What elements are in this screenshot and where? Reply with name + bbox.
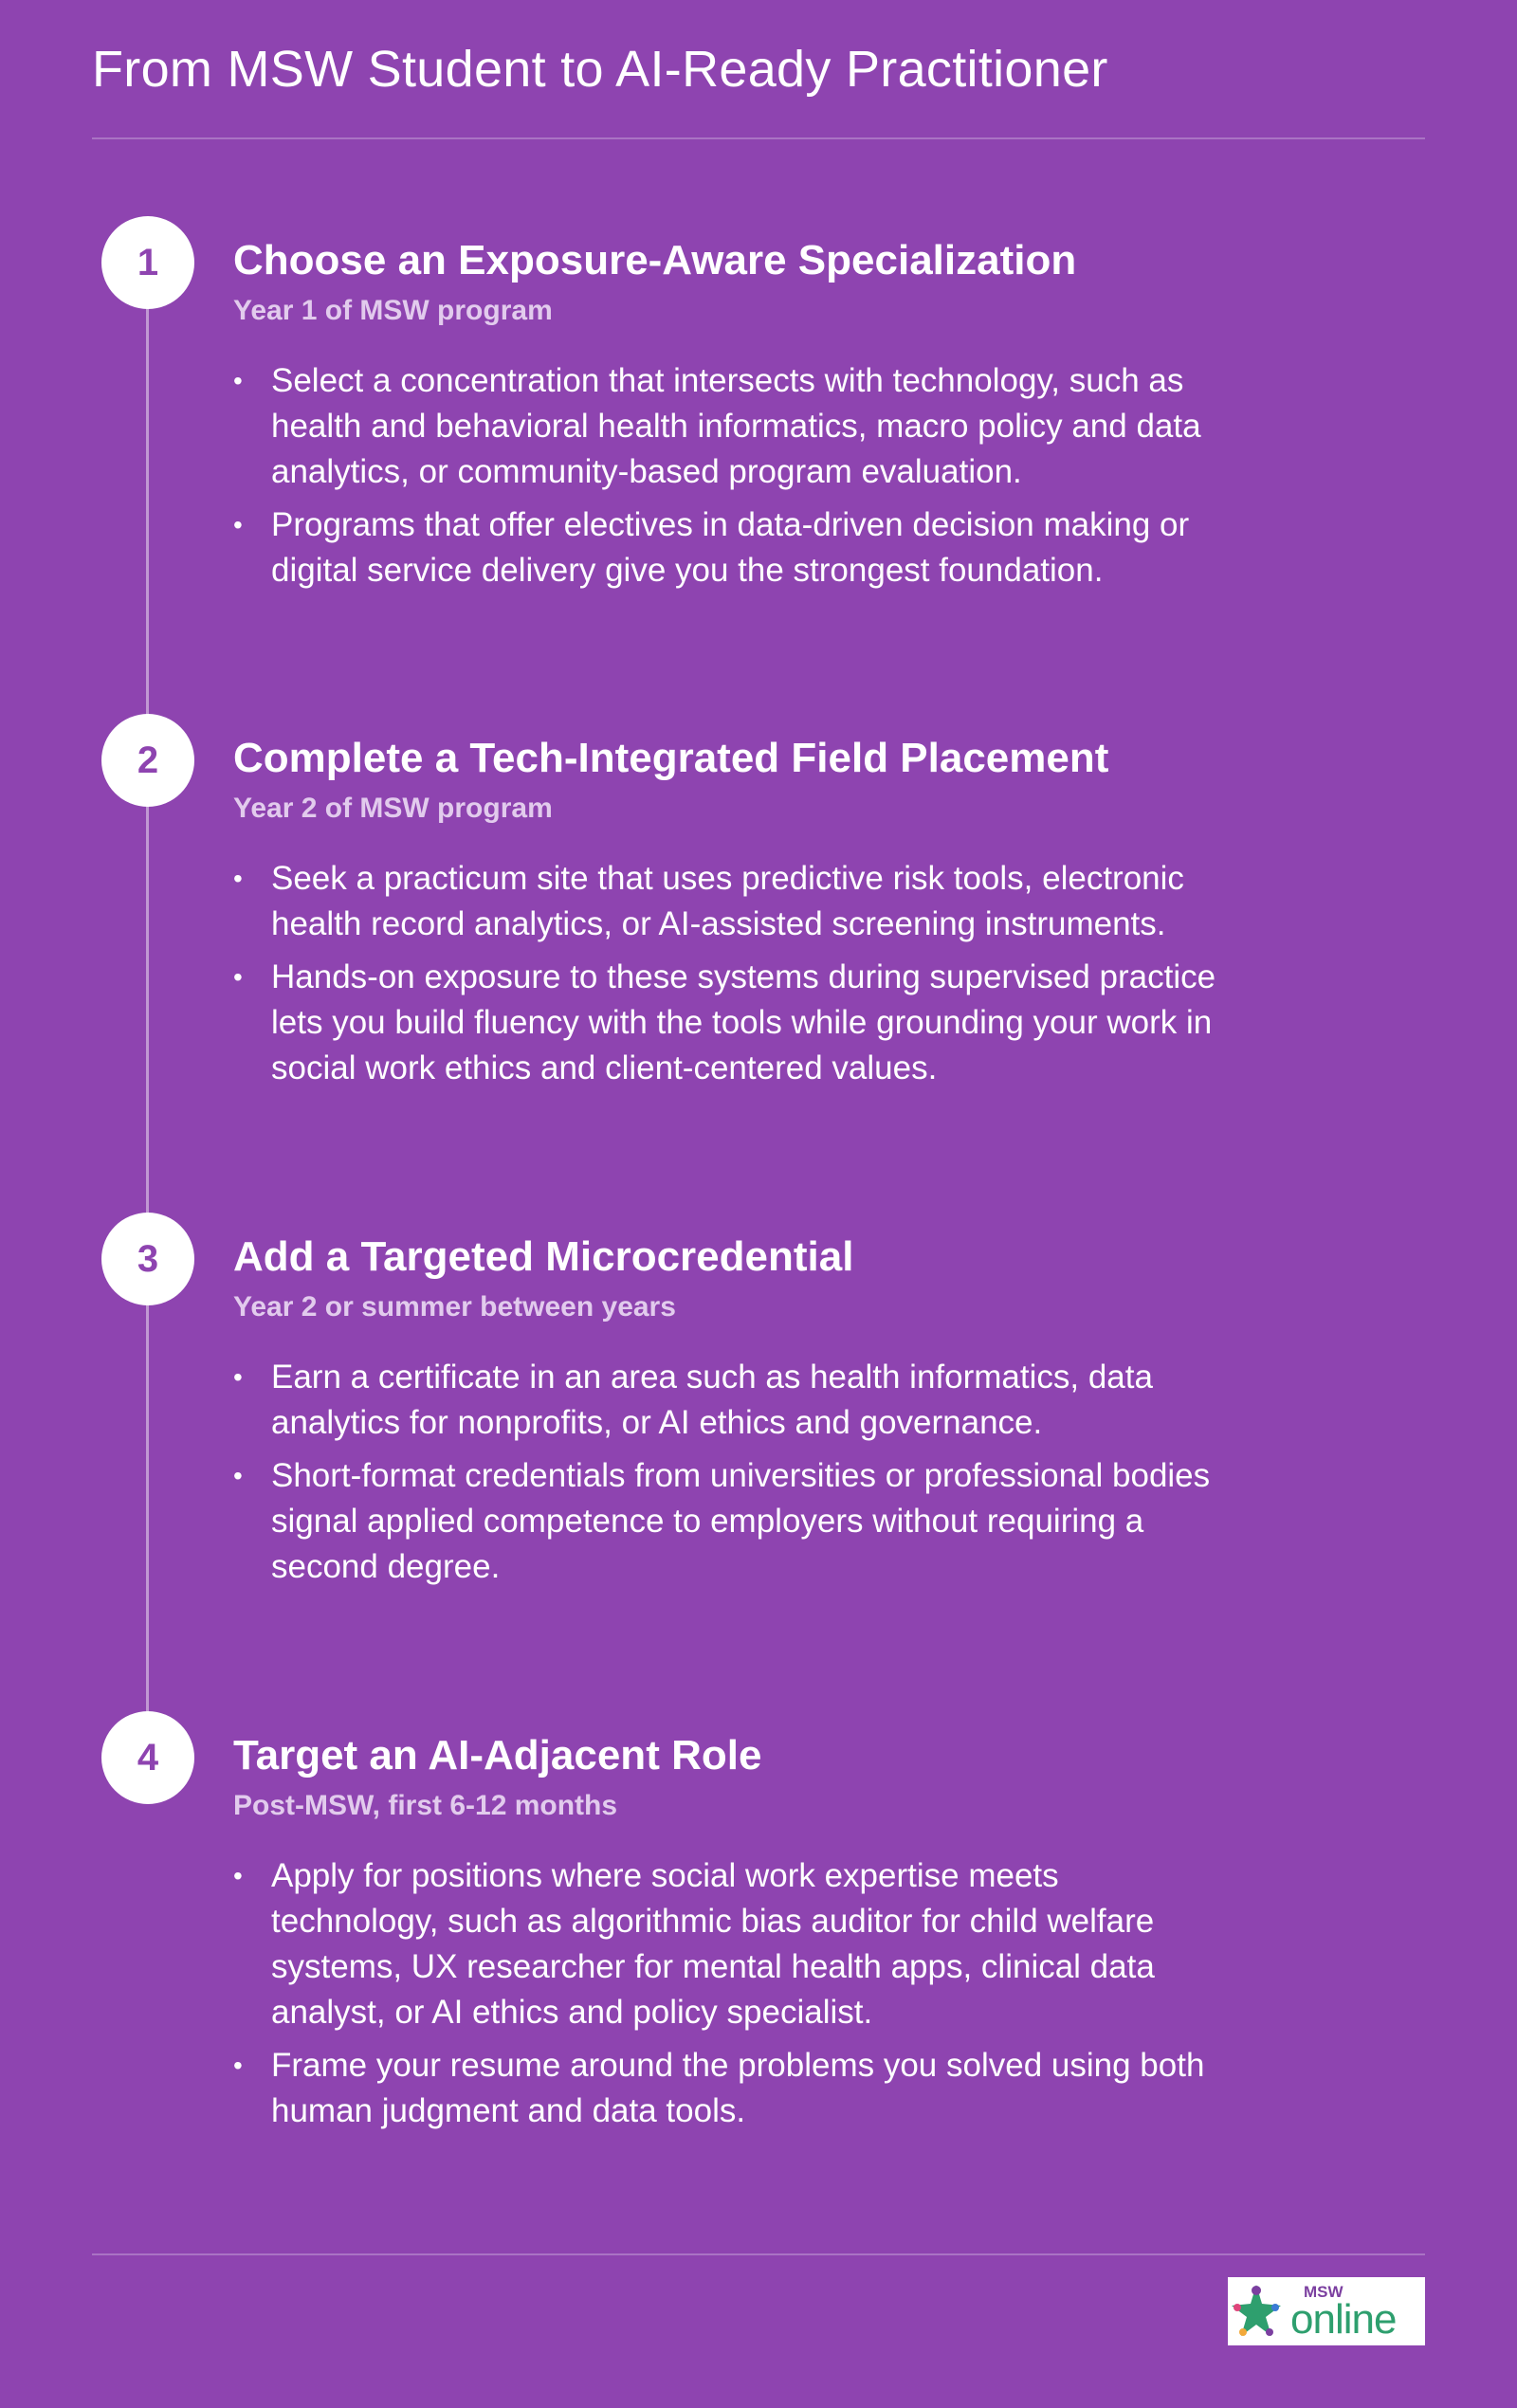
step-title: Add a Targeted Microcredential	[233, 1233, 854, 1280]
step-subtitle: Year 2 of MSW program	[233, 793, 553, 824]
logo-msw-text: MSW	[1304, 2283, 1343, 2301]
list-item: • Select a concentration that intersects with technology, such as health and behavioral health informatics, macro policy and data analytics, or community-based program evaluation.	[233, 358, 1229, 495]
list-item: • Apply for positions where social work expertise meets technology, such as algorithmic bias auditor for child welfare systems, UX researcher for mental health apps, clinical data analyst, or AI ethics and policy specialist.	[233, 1853, 1229, 2035]
list-item: • Earn a certificate in an area such as health informatics, data analytics for nonprofits, or AI ethics and governance.	[233, 1355, 1229, 1446]
list-item: • Hands-on exposure to these systems during supervised practice lets you build fluency with the tools while grounding your work in social work ethics and client-centered values.	[233, 955, 1229, 1091]
step-body	[233, 1213, 1219, 1597]
step-number-badge: 3	[101, 1213, 194, 1305]
list-item: • Programs that offer electives in data-driven decision making or digital service delivery give you the strongest foundation.	[233, 502, 1229, 593]
step-number-badge: 1	[101, 216, 194, 309]
step-bullet-list	[233, 1853, 1219, 2134]
msw-online-logo	[1228, 2277, 1425, 2345]
header-divider	[92, 137, 1425, 139]
star-people-icon	[1228, 2279, 1285, 2344]
step-bullet-list	[233, 856, 1219, 1091]
logo-online-text: online	[1290, 2296, 1397, 2343]
step-body	[233, 714, 1219, 1099]
step-body	[233, 1711, 1219, 2142]
step-subtitle: Post-MSW, first 6-12 months	[233, 1790, 618, 1821]
page-title: From MSW Student to AI-Ready Practitioner	[92, 41, 1108, 98]
step-subtitle: Year 1 of MSW program	[233, 295, 553, 326]
step-number-badge: 4	[101, 1711, 194, 1804]
list-item: • Frame your resume around the problems you solved using both human judgment and data tools.	[233, 2043, 1229, 2134]
step-title: Choose an Exposure-Aware Specialization	[233, 237, 1077, 283]
logo-wordmark	[1289, 2277, 1421, 2345]
step-bullet-list	[233, 358, 1219, 593]
step-subtitle: Year 2 or summer between years	[233, 1291, 676, 1323]
step-title: Target an AI-Adjacent Role	[233, 1732, 762, 1779]
footer-divider	[92, 2253, 1425, 2255]
step-title: Complete a Tech-Integrated Field Placement	[233, 735, 1109, 781]
list-item: • Seek a practicum site that uses predictive risk tools, electronic health record analytics, or AI-assisted screening instruments.	[233, 856, 1229, 947]
timeline-line	[146, 284, 149, 1763]
step-body	[233, 216, 1219, 601]
step-bullet-list	[233, 1355, 1219, 1590]
step-number-badge: 2	[101, 714, 194, 807]
list-item: • Short-format credentials from universities or professional bodies signal applied competence to employers without requiring a second degree.	[233, 1453, 1229, 1590]
